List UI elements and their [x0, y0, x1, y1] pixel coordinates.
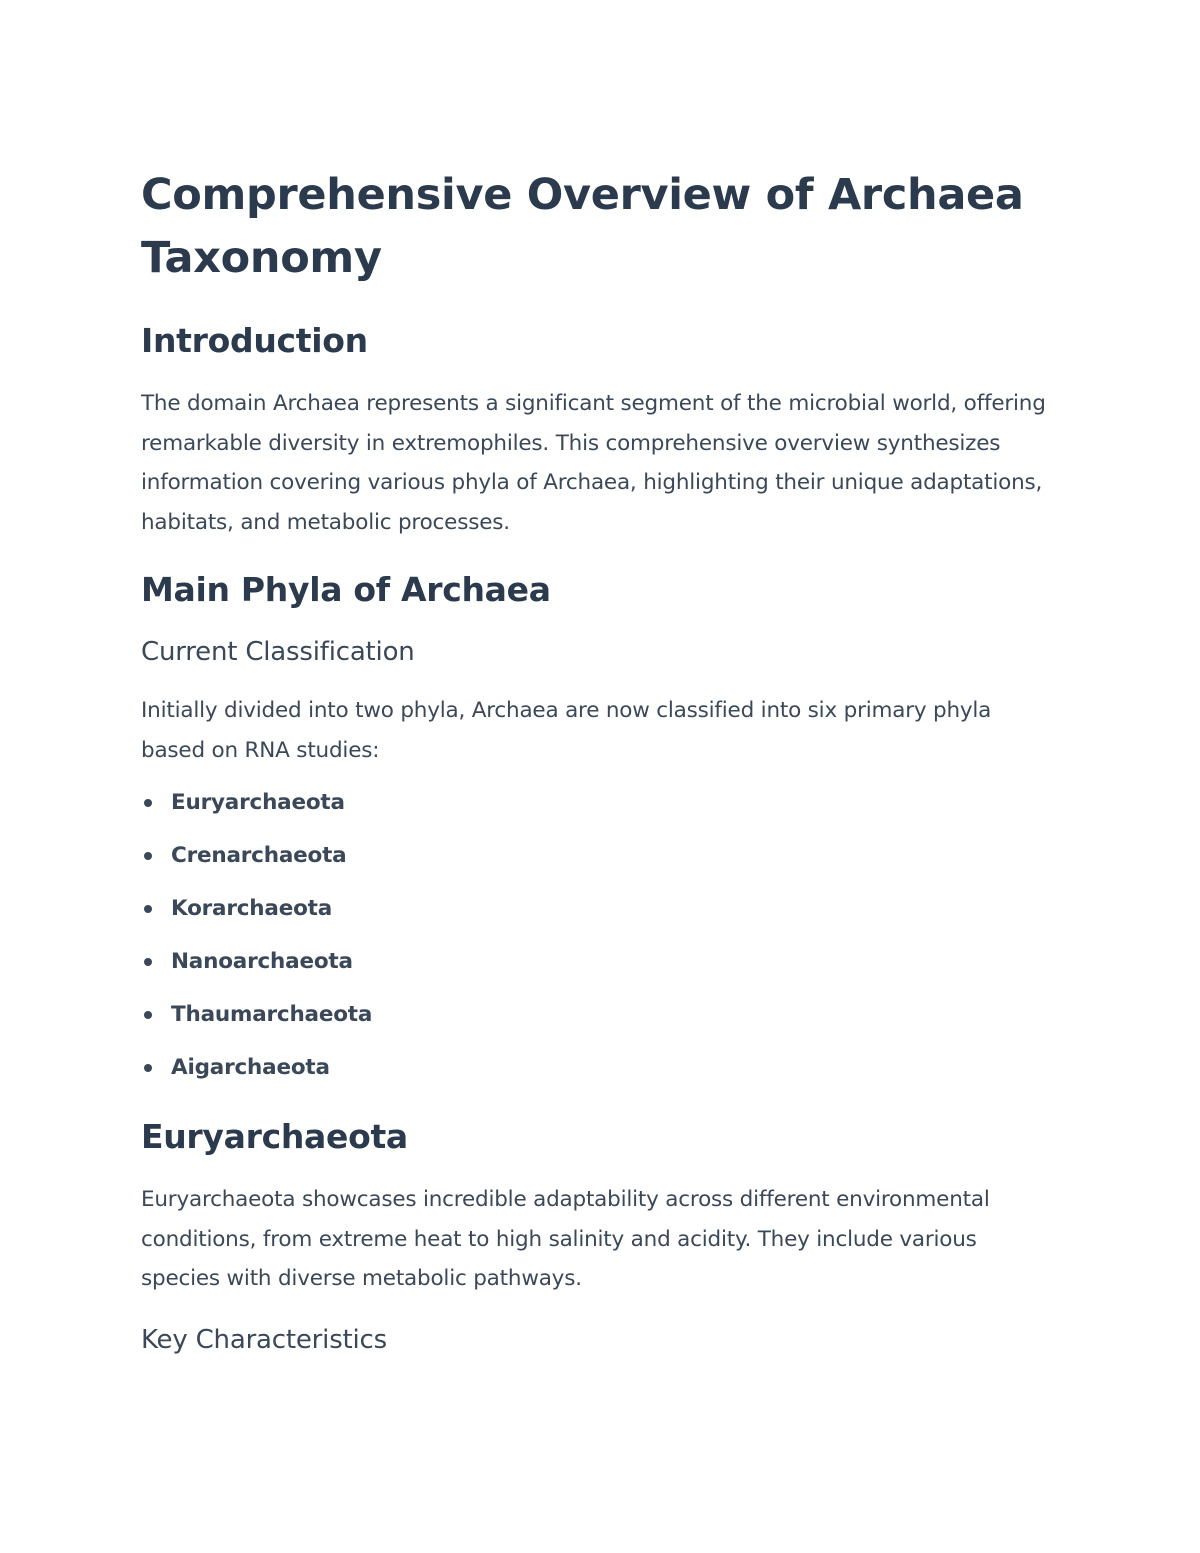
list-item — [141, 988, 1061, 1041]
list-item — [141, 1041, 1061, 1094]
document-page — [141, 164, 1061, 1357]
bullet-icon — [144, 1011, 152, 1019]
document-title: Comprehensive Overview of Archaea Taxonomy — [141, 170, 1024, 283]
list-item — [141, 882, 1061, 935]
list-item-label: Crenarchaeota — [171, 843, 347, 868]
introduction-heading: Introduction — [141, 321, 368, 360]
current-classification-subheading: Current Classification — [141, 637, 415, 667]
list-item-label: Thaumarchaeota — [171, 1002, 373, 1027]
main-phyla-heading: Main Phyla of Archaea — [141, 570, 551, 609]
euryarchaeota-heading: Euryarchaeota — [141, 1117, 408, 1156]
list-item-label: Euryarchaeota — [171, 790, 345, 815]
classification-paragraph: Initially divided into two phyla, Archaea are now classified into six primary phyla based on RNA studies: — [141, 698, 992, 763]
list-item — [141, 829, 1061, 882]
introduction-paragraph: The domain Archaea represents a significant segment of the microbial world, offering remarkable diversity in extremophiles. This comprehensive overview synthesizes information covering various phyla of Archaea, highlighting their unique adaptations, habitats, and metabolic processes. — [141, 391, 1046, 535]
list-item-label: Nanoarchaeota — [171, 949, 353, 974]
bullet-icon — [144, 905, 152, 913]
bullet-icon — [144, 852, 152, 860]
list-item-label: Aigarchaeota — [171, 1055, 330, 1080]
phyla-list — [141, 776, 1061, 1094]
key-characteristics-subheading: Key Characteristics — [141, 1324, 387, 1355]
bullet-icon — [144, 799, 152, 807]
bullet-icon — [144, 1064, 152, 1072]
list-item — [141, 935, 1061, 988]
list-item-label: Korarchaeota — [171, 896, 333, 921]
list-item — [141, 776, 1061, 829]
bullet-icon — [144, 958, 152, 966]
euryarchaeota-paragraph: Euryarchaeota showcases incredible adaptability across different environmental conditions, from extreme heat to high salinity and acidity. They include various species with diverse metabolic pathways. — [141, 1187, 990, 1291]
